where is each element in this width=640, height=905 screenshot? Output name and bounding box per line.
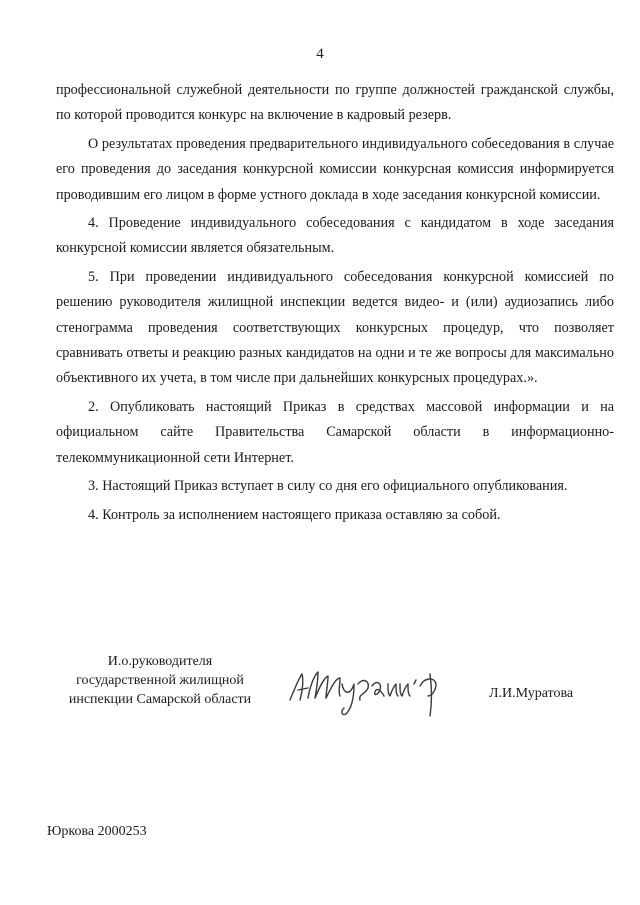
paragraph-item-4: 4. Проведение индивидуального собеседования с кандидатом в ходе заседания конкурсной комиссии является обязательным. — [56, 215, 614, 257]
position-line-1: И.о.руководителя — [107, 654, 213, 669]
position-line-3: инспекции Самарской области — [68, 692, 252, 707]
paragraph-continuation: профессиональной служебной деятельности по группе должностей гражданской службы, по которой проводится конкурс на включение в кадровый резерв. — [56, 82, 614, 124]
paragraph-publish-order: 2. Опубликовать настоящий Приказ в средствах массовой информации и на официальном сайте Правительства Самарской области в информационно-телекоммуникационной сети Интернет. — [56, 398, 614, 466]
page-number: 4 — [316, 46, 324, 62]
document-body — [56, 78, 614, 528]
paragraph-item-5: 5. При проведении индивидуального собеседования конкурсной комиссией по решению руководителя жилищной инспекции ведется видео- и (или) аудиозапись либо стенограмма проведения соответствующих конкурсных процедур, что позволяет сравнивать ответы и реакцию разных кандидатов на одни и те же вопросы для максимально объективного их учета, в том числе при дальнейших конкурсных процедурах.». — [56, 268, 614, 387]
signatory-position — [40, 652, 280, 709]
paragraph-effective-date: 3. Настоящий Приказ вступает в силу со дня его официального опубликования. — [88, 478, 568, 495]
executor-note: Юркова 2000253 — [47, 824, 147, 839]
signer-name: Л.И.Муратова — [489, 686, 574, 701]
handwritten-signature — [284, 660, 452, 720]
position-line-2: государственной жилищной — [76, 673, 244, 688]
paragraph-control: 4. Контроль за исполнением настоящего приказа оставляю за собой. — [88, 506, 501, 523]
paragraph-interview-results: О результатах проведения предварительного индивидуального собеседования в случае его проведения до заседания конкурсной комиссии конкурсная комиссия информируется проводившим его лицом в форме устного доклада в ходе заседания конкурсной комиссии. — [56, 135, 614, 203]
